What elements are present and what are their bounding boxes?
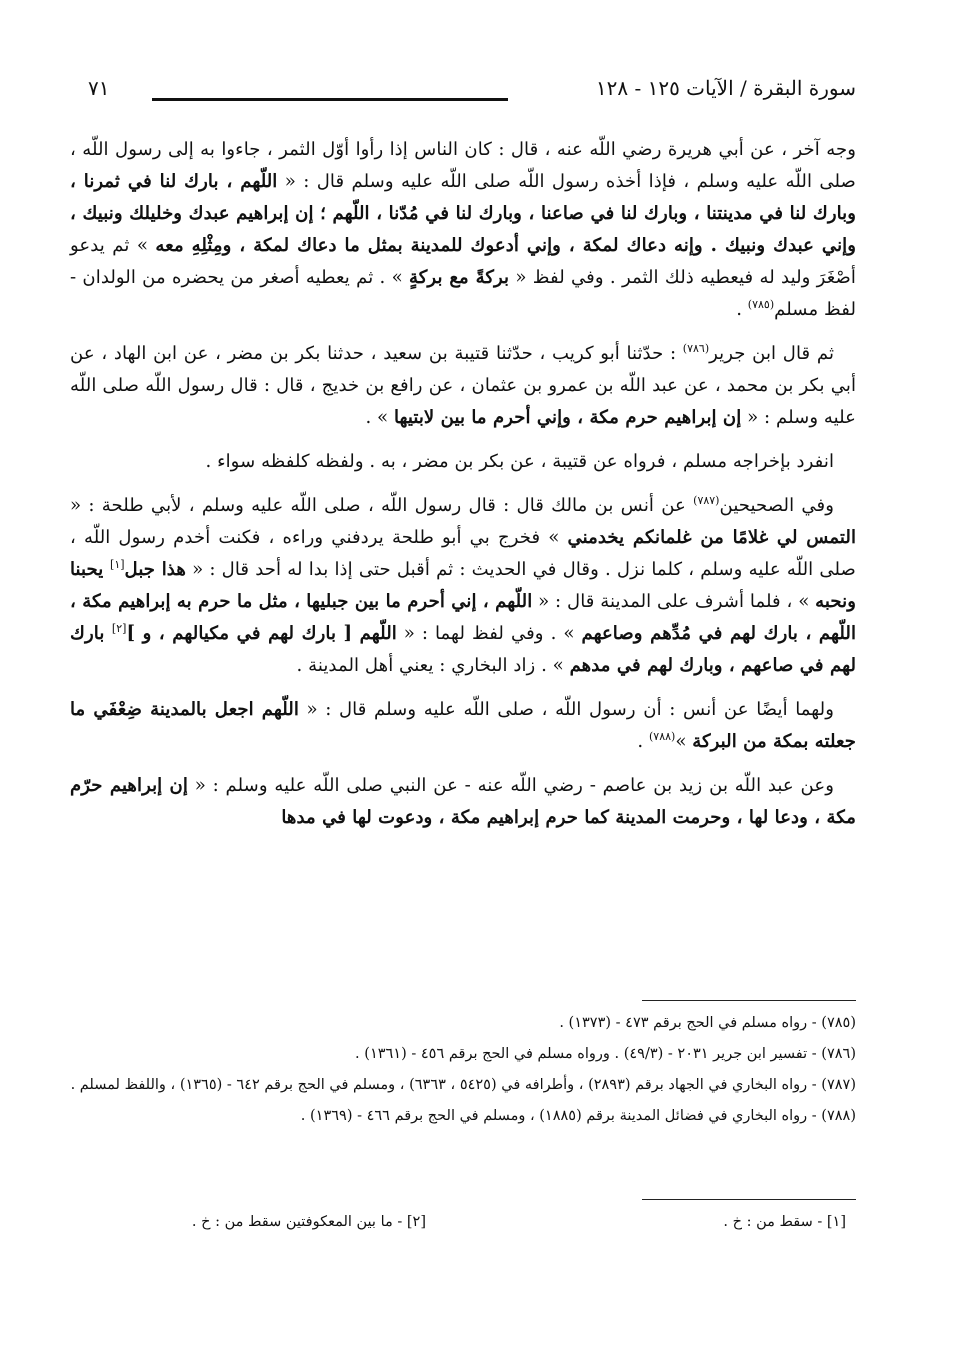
narration-text: » . ثم يعطيه أصغر من يحضره من الولدان - لفظ مسلم [70,267,856,320]
narration-text: . [637,731,649,752]
margin-note: [١] - سقط من : خ . [723,1214,846,1230]
hadith-text: اللّهم اجعل بالمدينة ضِعْفَي ما جعلته بمكة من البركة [70,699,856,752]
narration-text: » . وفي لفظ لهما : « [396,623,582,644]
hadith-text: يحبنا ونحبه [70,559,856,612]
narration-text: وجه آخر ، عن أبي هريرة رضي اللّه عنه ، قال : كان الناس إذا رأوا أوّل الثمر ، جاءوا به إلى رسول اللّه ، صلى اللّه عليه وسلم ، فإذا أخذه رسول اللّه صلى اللّه عليه وسلم قال : « [70,139,856,192]
hadith-text: هذا جبل [124,559,186,580]
footnote: (٧٨٨) - رواه البخاري في فضائل المدينة برقم (١٨٨٥) ، ومسلم في الحج برقم ٤٦٦ - (١٣٦٩) . [300,1108,856,1124]
paragraph [70,490,856,682]
paragraph [70,694,856,758]
footnote: (٧٨٥) - رواه مسلم في الحج برقم ٤٧٣ - (١٣٧٣) . [559,1015,856,1031]
book-page [70,70,856,1270]
hadith-text: إن إبراهيم حرّم مكة ، ودعا لها ، وحرمت المدينة كما حرم إبراهيم مكة ، ودعوت لها في مدها [70,775,856,828]
narration-text: » ، فلما أشرف على المدينة قال : « [532,591,816,612]
footnote-marker: [٢] [111,621,127,635]
hadith-text: التمس لي غلامًا من غلمانكم يخدمني [567,527,856,548]
footnote-marker: (٧٨٦) [682,341,710,355]
hadith-text: إن إبراهيم حرم مكة ، وإني أحرم ما بين لابتيها [393,407,742,428]
narration-text: » . زاد البخاري : يعني أهل المدينة . [296,655,570,676]
narration-text: . [736,299,748,320]
margin-notes-separator [642,1199,856,1200]
paragraph [70,770,856,834]
footnote: (٧٨٧) - رواه البخاري في الجهاد برقم (٢٨٩٣) ، وأطرافه في (٥٤٢٥ ، ٦٣٦٣) ، ومسلم في الحج برقم ٦٤٢ - (١٣٦٥) ، واللفظ لمسلم . [70,1077,856,1093]
narration-text: ثم قال ابن جرير [709,343,835,364]
narration-text: ولهما أيضًا عن أنس : أن رسول اللّه ، صلى اللّه عليه وسلم قال : « [298,699,834,720]
hadith-text: اللّهم ، بارك لنا في ثمرنا ، وبارك لنا في مدينتنا ، وبارك لنا في صاعنا ، وبارك لنا في مُدّنا ، اللّهم ؛ إن إبراهيم عبدك وخليلك ونبيك ، وإني عبدك ونبيك . وإنه دعاك لمكة ، وإني أدعوك للمدينة بمثل ما دعاك لمكة ، ومِثْلِهِ معه [70,171,856,256]
footnote-marker: (٧٨٧) [693,493,720,507]
hadith-text: بارك لهم في صاعهم ، وبارك لهم في مدهم [70,623,856,676]
main-text [70,134,856,846]
narration-text: عن أنس بن مالك قال : قال رسول اللّه ، صلى اللّه عليه وسلم ، لأبي طلحة : « [70,495,694,516]
running-title: سورة البقرة / الآيات ١٢٥ - ١٢٨ [595,76,856,100]
header-rule [152,98,508,101]
narration-text: : حدّثنا أبو كريب ، حدّثنا قتيبة بن سعيد ، حدثنا بكر بن مضر ، عن ابن الهاد ، عن أبي بكر بن محمد ، عن عبد اللّه بن عمرو بن عثمان ، عن رافع بن خديج ، قال : قال رسول اللّه صلى اللّه عليه وسلم : « [70,343,856,428]
narration-text: » . [365,407,394,428]
paragraph [70,134,856,326]
hadith-text: اللّهم ، إني أحرم ما بين جبليها ، مثل ما حرم به إبراهيم مكة ، اللّهم ، بارك لهم في مُدِّهم وصاعهم [70,591,856,644]
narration-text: انفرد بإخراجه مسلم ، فرواه عن قتيبة ، عن بكر بن مضر ، به . ولفظه كلفظه سواء . [205,451,834,472]
footnotes [70,1010,856,1134]
hadith-text: اللّهم [ بارك لهم في مكيالهم ، و ] [126,623,397,644]
narration-text: » فخرج بي أبو طلحة يردفني وراءه ، فكنت أخدم رسول اللّه ، صلى اللّه عليه وسلم ، كلما نزل . وقال في الحديث : ثم أقبل حتى إذا بدا له أحد قال : « [70,527,856,580]
footnote-marker: (٧٨٨) [648,729,676,743]
narration-text: وفي الصحيحين [719,495,834,516]
paragraph [70,446,856,478]
footnote-marker: (٧٨٥) [747,297,775,311]
footnote: (٧٨٦) - تفسير ابن جرير ٢٠٣١ - (٤٩/٣) . ورواه مسلم في الحج برقم ٤٥٦ - (١٣٦١) . [355,1046,856,1062]
page-header [70,76,856,116]
margin-notes [70,1208,856,1238]
narration-text: » [675,731,693,752]
page-number: ٧١ [88,76,110,100]
narration-text: » ثم يدعو أصْغَرَ وليد له فيعطيه ذلك الثمر . وفي لفظ « [70,235,856,288]
margin-note: [٢] - ما بين المعكوفتين سقط من : خ . [191,1214,426,1230]
paragraph [70,338,856,434]
narration-text: وعن عبد اللّه بن زيد بن عاصم - رضي اللّه عنه - عن النبي صلى اللّه عليه وسلم : « [187,775,834,796]
footnote-separator [642,1000,856,1001]
hadith-text: بركةً مع بركةٍ [409,267,510,288]
footnote-marker: [١] [110,557,125,571]
